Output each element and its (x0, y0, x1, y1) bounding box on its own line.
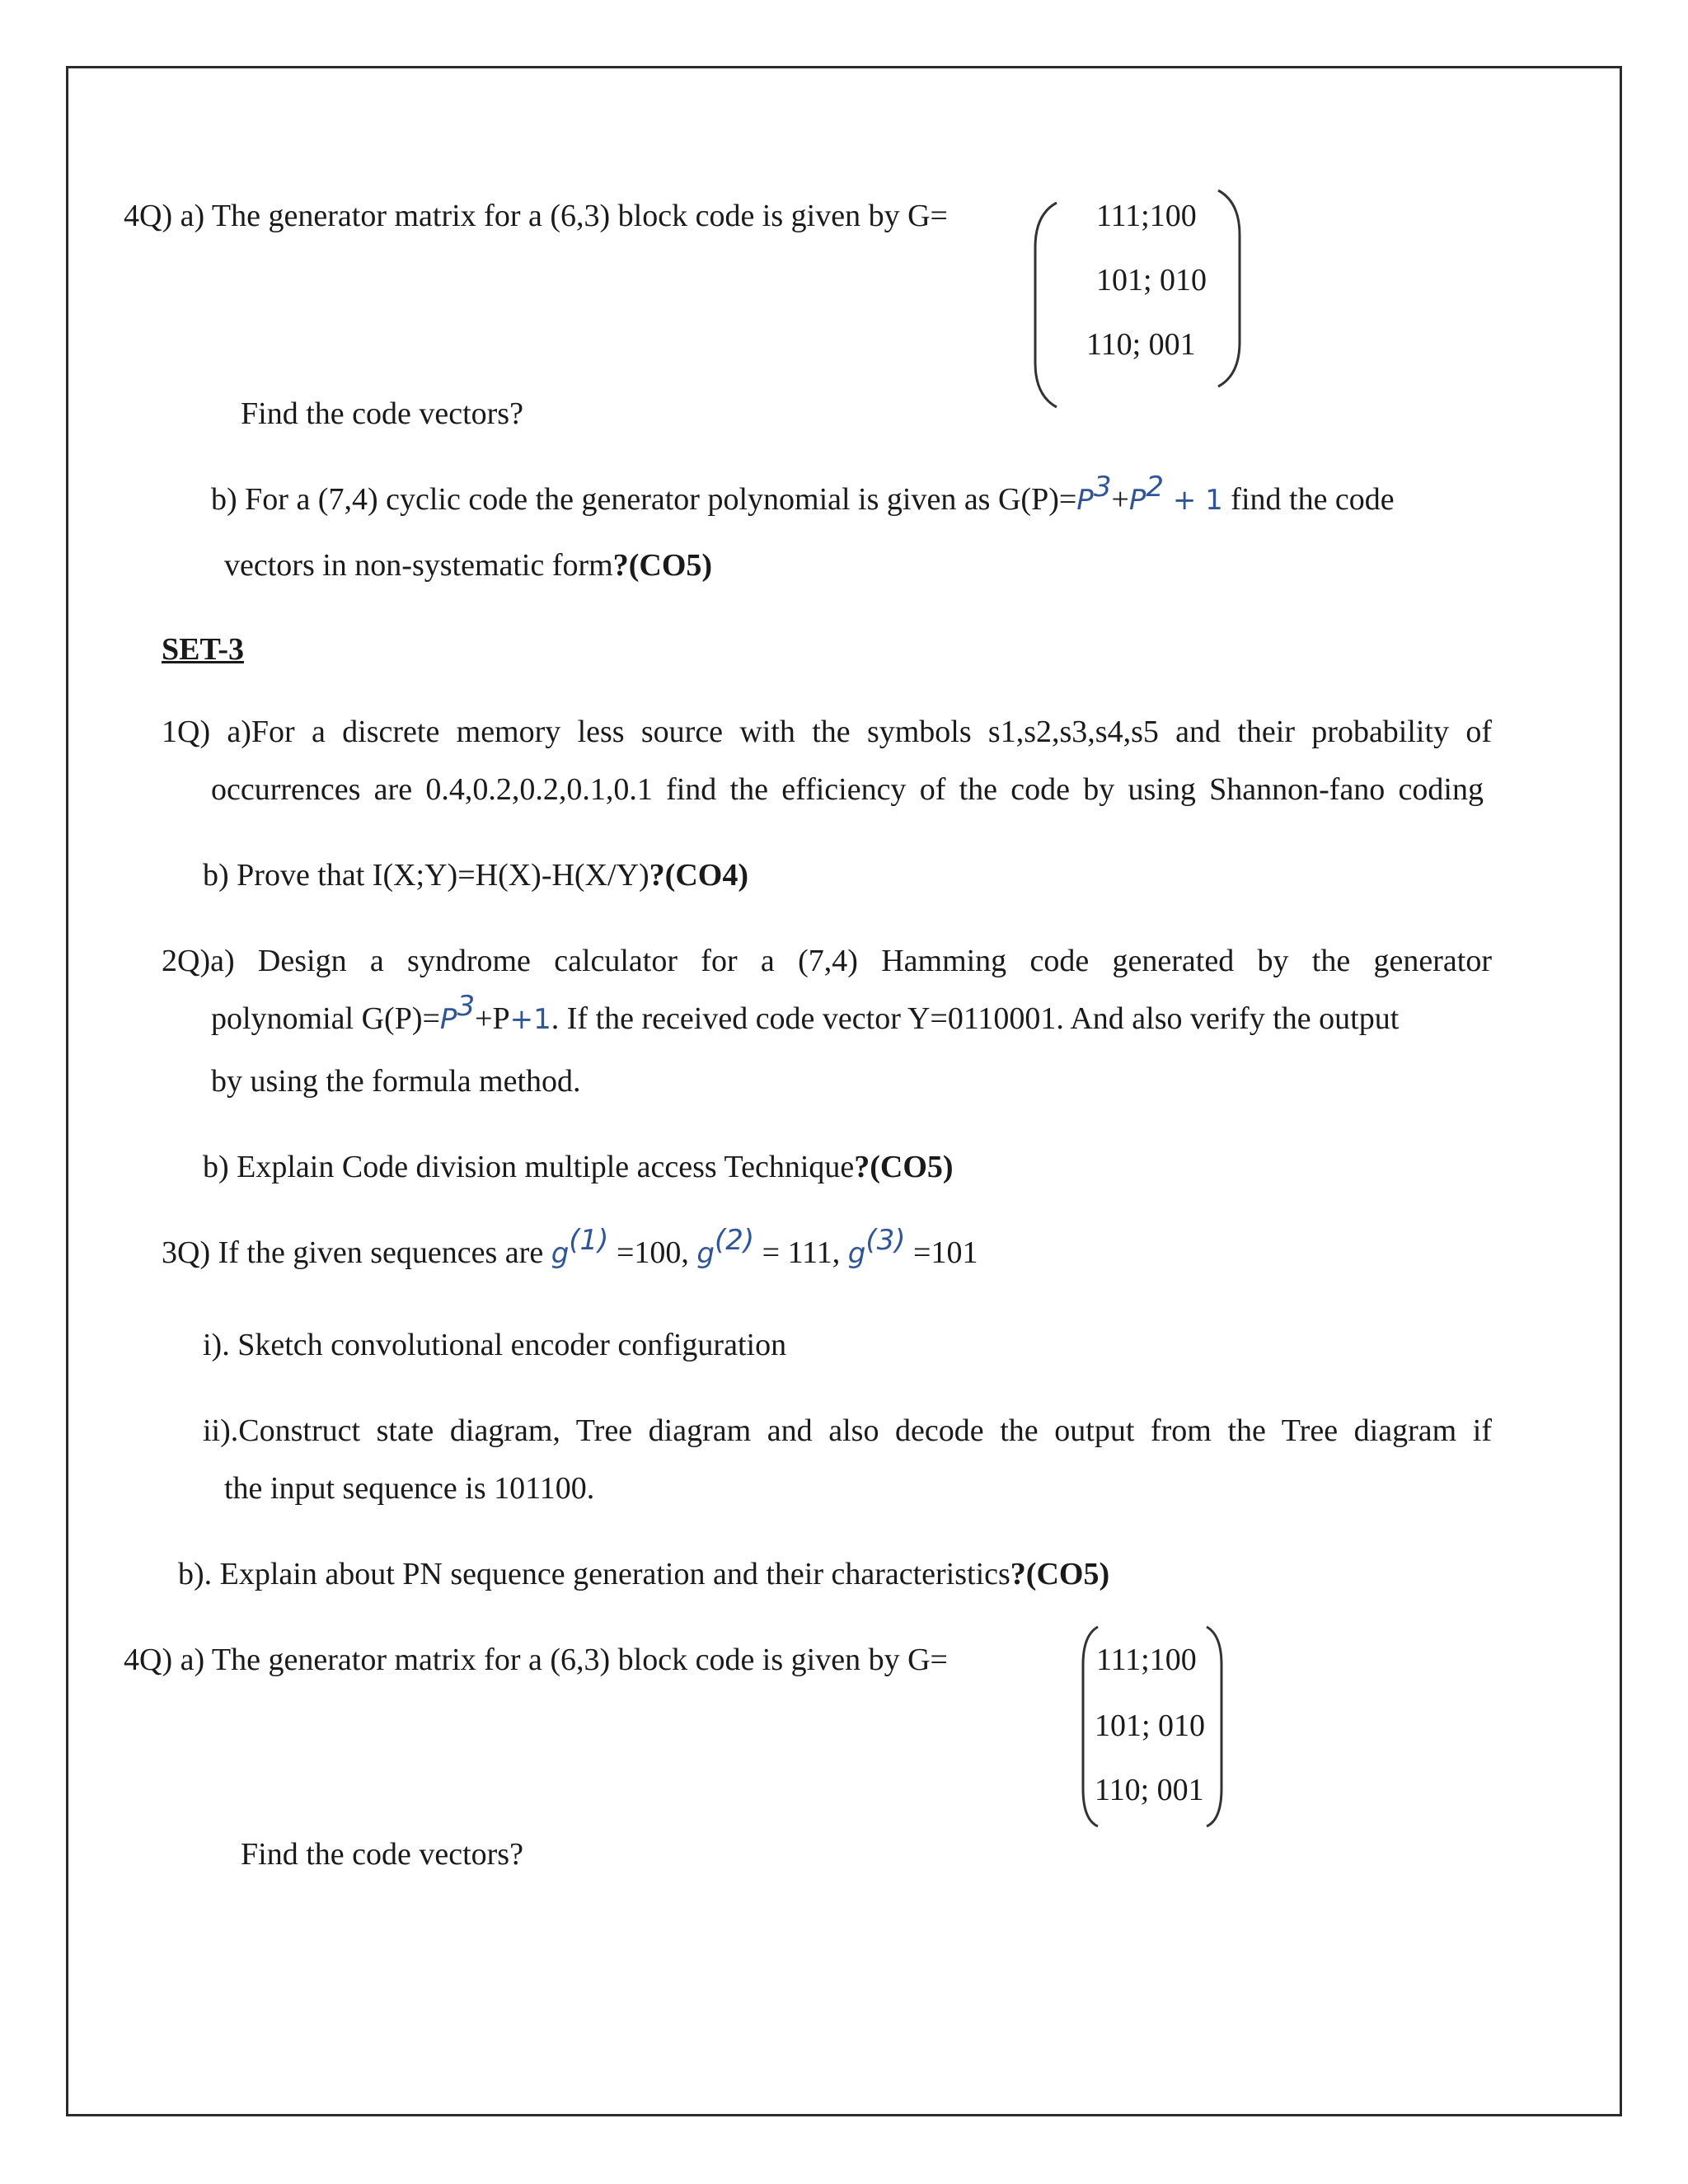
q1a-line2: occurrences are 0.4,0.2,0.2,0.1,0.1 find the efficiency of the code by using Shannon-fano coding (211, 772, 1484, 807)
find-code-vectors: Find the code vectors? (241, 1837, 523, 1872)
q4-bottom-stem: 4Q) a) The generator matrix for a (6,3) block code is given by G= (124, 1643, 948, 1677)
q2a-line2: polynomial $G(P)=P^3+P+1$. If the received code vector Y=0110001. And also verify the output (211, 990, 1400, 1036)
matrix-row: 111;100 (1096, 199, 1197, 233)
right-paren (1202, 1624, 1226, 1830)
q2a-line3: by using the formula method. (211, 1064, 581, 1099)
q4-top-b-line1: b) For a (7,4) cyclic code the generator polynomial is given as $G(P)=P^3+P^2 + 1$ find the code (211, 471, 1395, 517)
matrix-row: 101; 010 (1096, 263, 1207, 298)
right-paren (1212, 185, 1245, 391)
set-heading: SET-3 (162, 632, 244, 667)
q1b: b) Prove that I(X;Y)=H(X)-H(X/Y)?(CO4) (203, 858, 748, 893)
matrix-row: 111;100 (1096, 1643, 1197, 1677)
q3-part-ii-line2: the input sequence is 101100. (224, 1471, 595, 1506)
q4-top-b-line2: vectors in non-systematic form?(CO5) (224, 548, 713, 583)
q4-top-stem: 4Q) a) The generator matrix for a (6,3) block code is given by G= (124, 199, 948, 233)
q3-part-ii-line1: ii).Construct state diagram, Tree diagram and also decode the output from the Tree diagram if (203, 1413, 1492, 1448)
find-code-vectors: Find the code vectors? (241, 396, 523, 431)
q1a-line1: 1Q) a)For a discrete memory less source with the symbols s1,s2,s3,s4,s5 and their probability of (162, 715, 1492, 749)
q3-stem: 3Q) If the given sequences are $g^{(1)} =100$, $g^{(2)} = 111$, $g^{(3)} =101$ (162, 1224, 978, 1270)
left-paren (1030, 198, 1063, 412)
matrix-row: 101; 010 (1095, 1708, 1206, 1743)
q3-part-i: i). Sketch convolutional encoder configuration (203, 1328, 787, 1362)
matrix-row: 110; 001 (1086, 327, 1196, 362)
q3-b: b). Explain about PN sequence generation and their characteristics?(CO5) (178, 1557, 1110, 1591)
matrix-row: 110; 001 (1095, 1773, 1204, 1807)
q2b: b) Explain Code division multiple access Technique?(CO5) (203, 1150, 954, 1184)
q2a-line1: 2Q)a) Design a syndrome calculator for a (7,4) Hamming code generated by the generator (162, 944, 1492, 978)
